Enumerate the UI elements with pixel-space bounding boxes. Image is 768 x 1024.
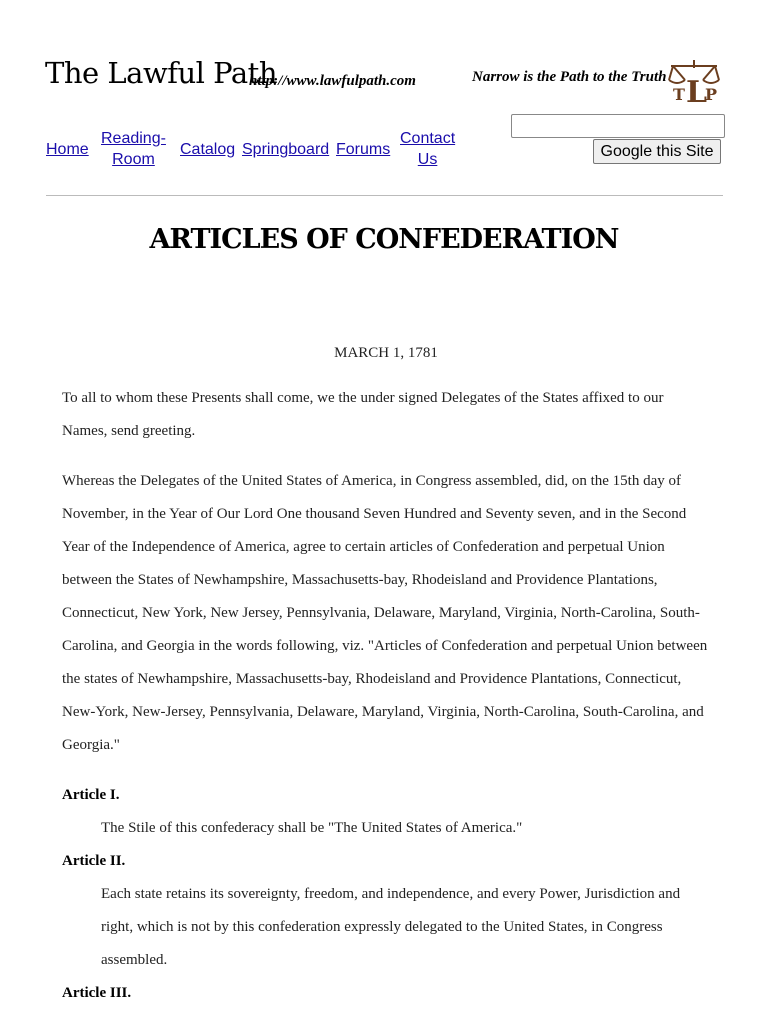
logo-letter-p: P [705, 85, 718, 104]
nav-reading-room[interactable]: Reading- Room [101, 130, 166, 168]
header-divider [46, 195, 723, 196]
article-heading: Article I. [62, 787, 120, 803]
site-motto: Narrow is the Path to the Truth [472, 69, 667, 85]
nav-springboard[interactable]: Springboard [242, 141, 330, 158]
article-heading: Article II. [62, 853, 126, 869]
site-url: http://www.lawfulpath.com [249, 73, 416, 89]
nav-contact-us[interactable]: Contact Us [400, 130, 456, 168]
article-text: The Stile of this confederacy shall be "The United States of America." [101, 820, 523, 836]
google-search-button[interactable]: Google this Site [593, 139, 721, 164]
search-input[interactable] [511, 114, 725, 138]
nav-home[interactable]: Home [46, 141, 89, 158]
article-text: Each state retains its sovereignty, freedom, and independence, and every Power, Jurisdiction and right, which is not by this confederation expressly delegated to the United States, in Congress assembled. [101, 886, 681, 968]
scales-of-justice-icon [665, 56, 723, 104]
intro-paragraph: To all to whom these Presents shall come, we the under signed Delegates of the States affixed to our Names, send greeting. [62, 390, 664, 439]
document-date: MARCH 1, 1781 [334, 345, 438, 361]
whereas-paragraph: Whereas the Delegates of the United States of America, in Congress assembled, did, on the 15th day of November, in the Year of Our Lord One thousand Seven Hundred and Seventy seven, and in the Second Year of the Independence of America, agree to certain articles of Confederation and perpetual Union between the States of Newhampshire, Massachusetts-bay, Rhodeisland and Providence Plantations, Connecticut, New York, New Jersey, Pennsylvania, Delaware, Maryland, Virginia, North-Carolina, South-Carolina, and Georgia in the words following, viz. "Articles of Confederation and perpetual Union between the states of Newhampshire, Massachusetts-bay, Rhodeisland and Providence Plantations, Connecticut, New-York, New-Jersey, Pennsylvania, Delaware, Maryland, Virginia, North-Carolina, South-Carolina, and Georgia." [62, 473, 708, 753]
site-title: The Lawful Path [45, 56, 278, 90]
logo-letter-t: T [673, 85, 685, 104]
nav-forums[interactable]: Forums [336, 141, 391, 158]
document-body [62, 338, 710, 1010]
logo-letter-l: L [686, 75, 708, 104]
nav-catalog[interactable]: Catalog [180, 141, 236, 158]
page-title: ARTICLES OF CONFEDERATION [149, 224, 619, 255]
article-heading: Article III. [62, 985, 132, 1001]
